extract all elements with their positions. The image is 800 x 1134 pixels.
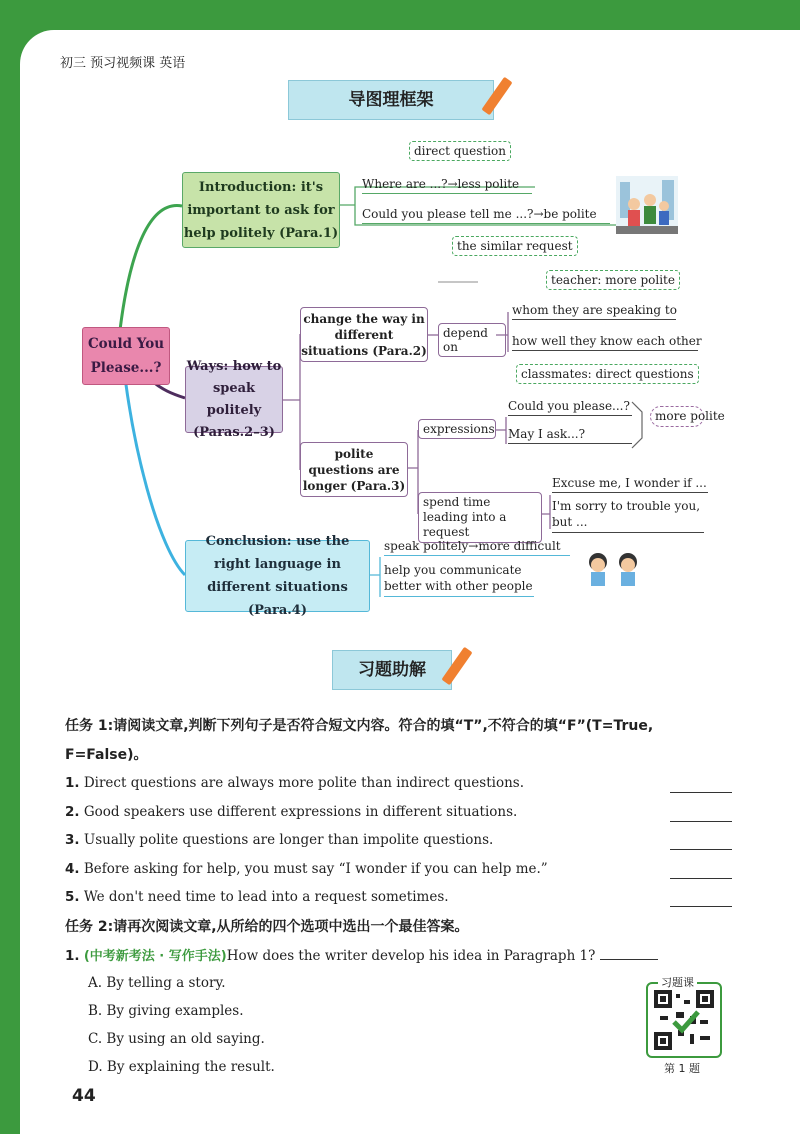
intro-node: Introduction: it's important to ask for help politely (Para.1): [182, 172, 340, 248]
task1-item: [65, 804, 517, 820]
task2-question: [65, 945, 658, 964]
qr-label-bottom: 第 1 题: [664, 1062, 700, 1075]
ways-node: Ways: how to speak politely (Paras.2–3): [186, 358, 282, 440]
task1-title-cont: F=False)。: [65, 747, 148, 763]
section-banner-framework: 导图理框架: [288, 80, 494, 120]
answer-blank[interactable]: [670, 835, 732, 850]
item-text: Direct questions are always more polite than indirect questions.: [83, 775, 524, 791]
answer-blank[interactable]: [670, 864, 732, 879]
spend-time-box: spend time leading into a request: [418, 492, 542, 543]
intro-dash-direct: direct question: [409, 141, 511, 161]
item-number: 3.: [65, 832, 80, 848]
may-line: May I ask...?: [508, 427, 632, 444]
longer-node: polite questions are longer (Para.3): [300, 442, 408, 497]
option-a: A. By telling a story.: [88, 975, 226, 991]
answer-blank[interactable]: [600, 959, 658, 960]
item-number: 2.: [65, 804, 80, 820]
change-node: change the way in different situations (Para.2): [300, 307, 428, 362]
question-tag: (中考新考法 · 写作手法): [83, 949, 227, 964]
could-line: Could you please...?: [508, 399, 632, 416]
mindmap-center: Could You Please...?: [82, 327, 170, 385]
people-street-illustration: [616, 176, 678, 234]
item-text: Good speakers use different expressions in different situations.: [83, 804, 518, 820]
whom-line: whom they are speaking to: [512, 303, 676, 320]
qr-code-frame[interactable]: [646, 982, 722, 1058]
answer-blank[interactable]: [670, 807, 732, 822]
howwell-line: how well they know each other: [512, 334, 698, 351]
option-c: C. By using an old saying.: [88, 1031, 265, 1047]
item-number: 5.: [65, 889, 80, 905]
expressions-box: expressions: [418, 419, 496, 439]
task2-title: 任务 2:请再次阅读文章,从所给的四个选项中选出一个最佳答案。: [65, 919, 469, 935]
sorry-line: I'm sorry to trouble you, but ...: [552, 498, 704, 533]
intro-line-where: Where are ...?→less polite: [362, 177, 532, 194]
task1-item: [65, 889, 449, 905]
page: [20, 30, 800, 1134]
teacher-dash: teacher: more polite: [546, 270, 680, 290]
help-line: help you communicate better with other people: [384, 562, 534, 597]
answer-blank[interactable]: [670, 778, 732, 793]
option-b: B. By giving examples.: [88, 1003, 244, 1019]
answer-blank[interactable]: [670, 892, 732, 907]
item-number: 4.: [65, 861, 80, 877]
intro-dash-similar: the similar request: [452, 236, 578, 256]
task1-title: 任务 1:请阅读文章,判断下列句子是否符合短文内容。符合的填“T”,不符合的填“F”(T=True,: [65, 718, 654, 734]
item-number: 1.: [65, 775, 80, 791]
item-text: We don't need time to lead into a request sometimes.: [83, 889, 449, 905]
question-number: 1.: [65, 948, 80, 964]
qr-label-top: 习题课: [658, 974, 697, 990]
page-header: 初三 预习视频课 英语: [60, 56, 186, 71]
speak-line: speak politely→more difficult: [384, 539, 570, 556]
qr-code-icon: [654, 990, 714, 1050]
excuse-line: Excuse me, I wonder if ...: [552, 476, 708, 493]
section-banner-exercises: 习题助解: [332, 650, 452, 690]
more-polite-cloud: more polite: [650, 406, 704, 427]
option-d: D. By explaining the result.: [88, 1059, 275, 1075]
depend-on-box: depend on: [438, 323, 506, 357]
item-text: Usually polite questions are longer than impolite questions.: [83, 832, 494, 848]
conclusion-node: Conclusion: use the right language in different situations (Para.4): [185, 540, 370, 612]
task1-item: [65, 832, 493, 848]
intro-line-could: Could you please tell me ...?→be polite: [362, 207, 610, 224]
task1-item: [65, 861, 548, 877]
page-number: 44: [72, 1086, 96, 1106]
question-text: How does the writer develop his idea in Paragraph 1?: [226, 948, 596, 964]
task1-item: [65, 775, 524, 791]
classmates-dash: classmates: direct questions: [516, 364, 699, 384]
children-illustration: [582, 550, 646, 592]
item-text: Before asking for help, you must say “I wonder if you can help me.”: [83, 861, 548, 877]
